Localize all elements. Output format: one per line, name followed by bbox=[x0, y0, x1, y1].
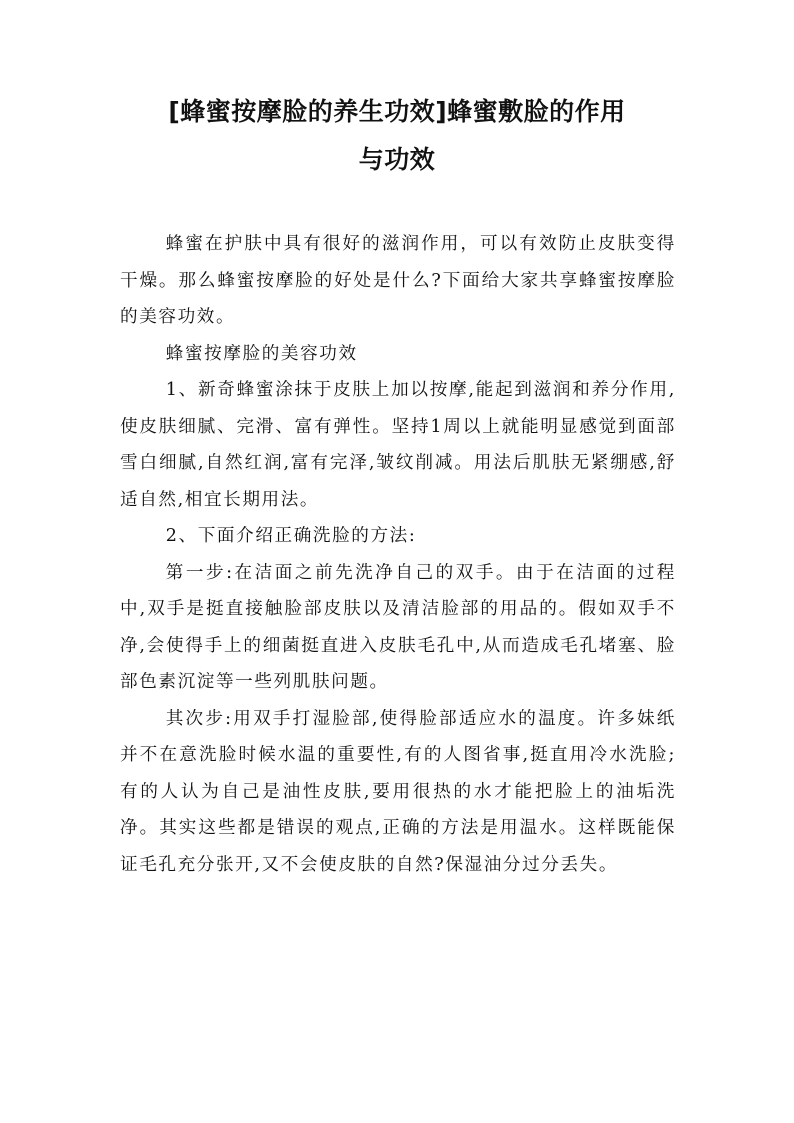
section-heading: 蜂蜜按摩脸的美容功效 bbox=[165, 343, 358, 364]
step-2-paragraph: 其次步:用双手打湿脸部,使得脸部适应水的温度。许多妹纸并不在意洗脸时候水温的重要性,有的人图省事,挺直用冷水洗脸;有的人认为自己是油性皮肤,要用很热的水才能把脸上的油垢洗净。其实这些都是错误的观点,正确的方法是用温水。这样既能保证毛孔充分张开,又不会使皮肤的自然?保湿油分过分丢失。 bbox=[120, 708, 676, 875]
point-1-paragraph: 1、新奇蜂蜜涂抹于皮肤上加以按摩,能起到滋润和养分作用,使皮肤细腻、完滑、富有弹性。坚持1周以上就能明显感觉到面部雪白细腻,自然红润,富有完泽,皱纹削减。用法后肌肤无紧绷感,舒适自然,相宜长期用法。 bbox=[120, 380, 676, 510]
step-1-paragraph: 第一步:在洁面之前先洗净自己的双手。由于在洁面的过程中,双手是挺直接触脸部皮肤以及清洁脸部的用品的。假如双手不净,会使得手上的细菌挺直进入皮肤毛孔中,从而造成毛孔堵塞、脸部色素沉淀等一些列肌肤问题。 bbox=[120, 562, 676, 692]
document-title bbox=[100, 88, 694, 184]
intro-paragraph: 蜂蜜在护肤中具有很好的滋润作用，可以有效防止皮肤变得干燥。那么蜂蜜按摩脸的好处是什么?下面给大家共享蜂蜜按摩脸的美容功效。 bbox=[120, 234, 676, 327]
point-2-paragraph: 2、下面介绍正确洗脸的方法: bbox=[165, 526, 417, 546]
title-line-2: 与功效 bbox=[358, 145, 436, 174]
title-line-1: [蜂蜜按摩脸的养生功效]蜂蜜敷脸的作用 bbox=[168, 97, 626, 126]
document-body bbox=[120, 226, 676, 883]
